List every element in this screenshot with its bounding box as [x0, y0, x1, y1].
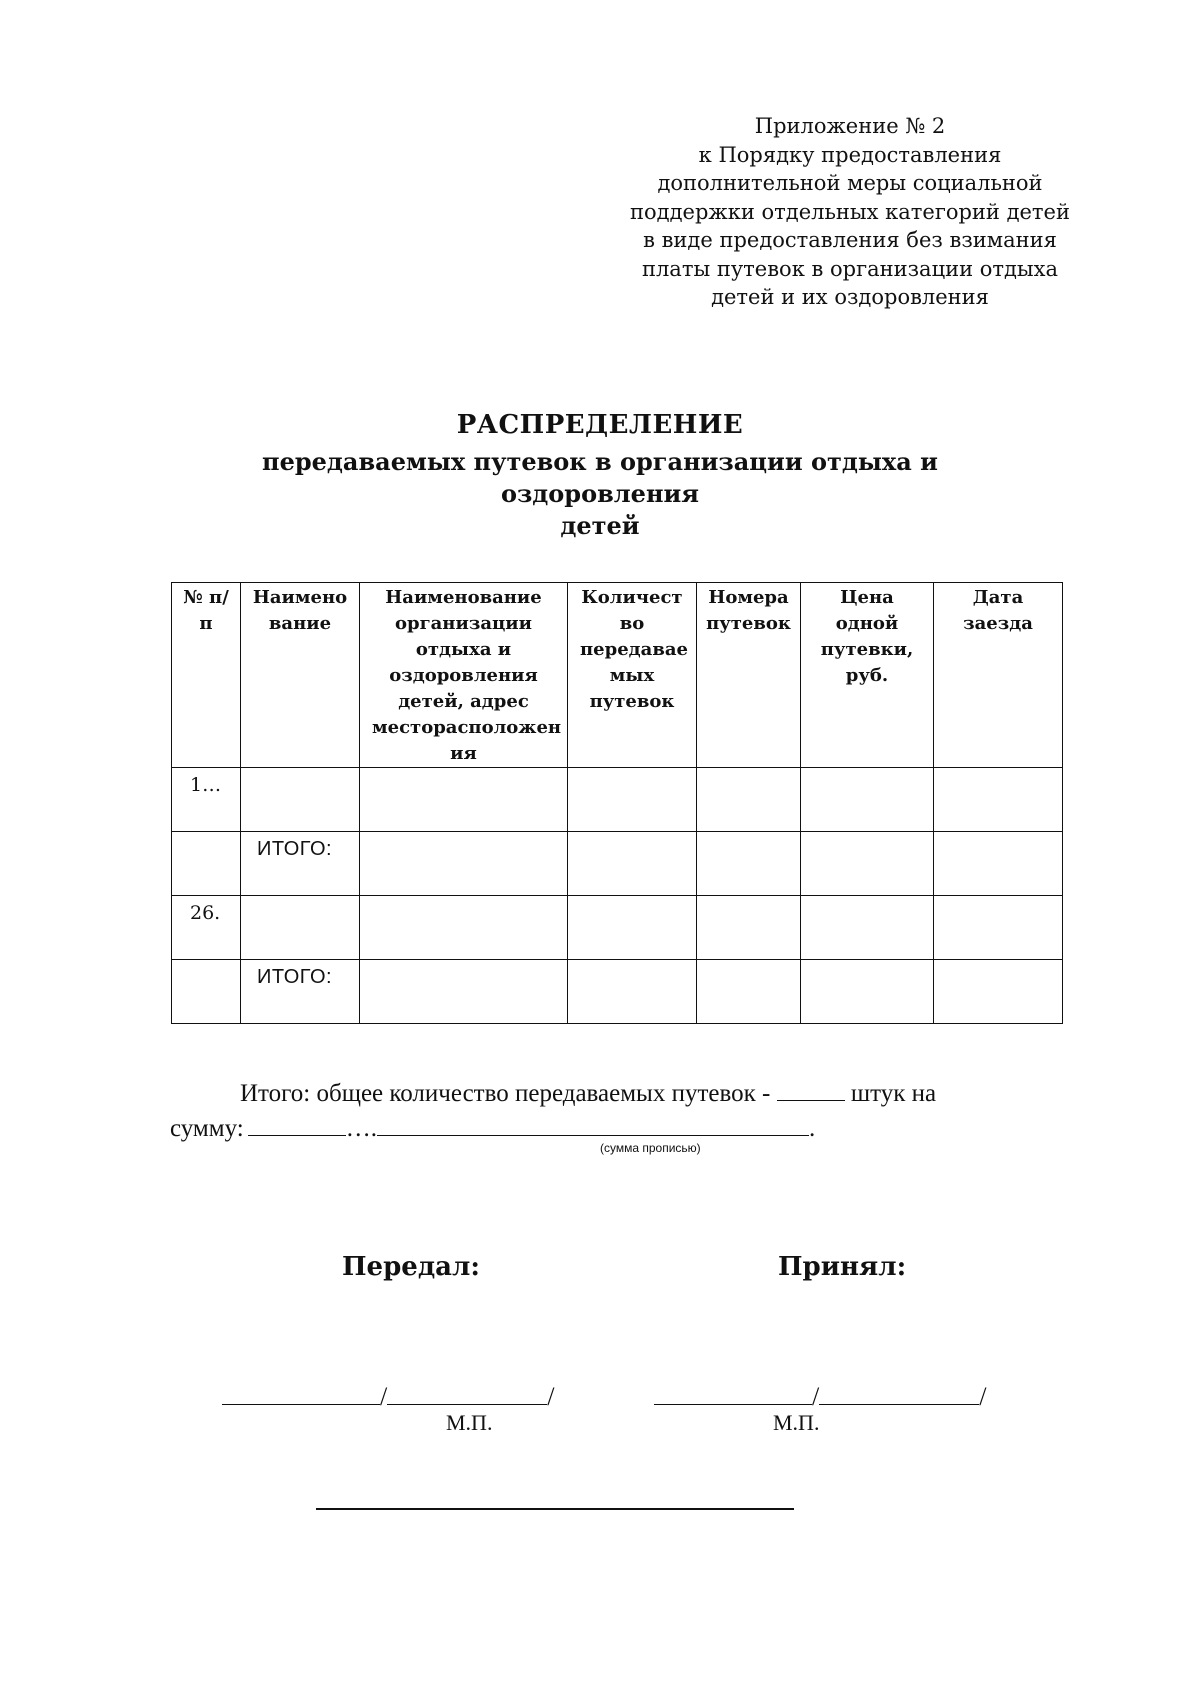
row-name-cell: ИТОГО:	[241, 960, 360, 1024]
table-cell	[801, 896, 934, 960]
slash: /	[812, 1382, 820, 1411]
table-cell	[697, 960, 801, 1024]
header-quantity: Количест во передавае мых путевок	[568, 583, 697, 768]
appendix-line: к Порядку предоставления	[698, 142, 1002, 167]
row-name-cell	[241, 768, 360, 832]
quantity-blank[interactable]	[777, 1076, 845, 1101]
name-blank[interactable]	[819, 1378, 979, 1405]
appendix-line: Приложение № 2	[754, 114, 946, 138]
stamp-place-left: М.П.	[446, 1410, 493, 1435]
bottom-divider	[316, 1508, 794, 1510]
table-cell	[360, 896, 568, 960]
summary-dots: ….	[345, 1115, 377, 1142]
table-cell	[568, 960, 697, 1024]
transferred-signature-line	[222, 1378, 555, 1411]
table-cell	[568, 832, 697, 896]
table-cell	[360, 960, 568, 1024]
row-number-cell: 1…	[172, 768, 241, 832]
document-subtitle	[170, 446, 1030, 542]
row-number-cell	[172, 960, 241, 1024]
appendix-line: детей и их оздоровления	[711, 285, 989, 309]
appendix-line: дополнительной меры социальной	[657, 171, 1043, 195]
summary-text: Итого: общее количество передаваемых путевок -	[240, 1080, 771, 1107]
document-title: РАСПРЕДЕЛЕНИЕ	[456, 410, 744, 440]
subtitle-line-2: детей	[560, 511, 640, 540]
distribution-table	[171, 582, 1063, 1024]
table-row	[172, 832, 1063, 896]
transferred-label: Передал:	[342, 1252, 480, 1282]
table-cell	[568, 896, 697, 960]
stamp-place-right: М.П.	[773, 1410, 820, 1435]
received-label: Принял:	[778, 1252, 907, 1282]
summary-line-1	[170, 1076, 1070, 1111]
table-cell	[801, 960, 934, 1024]
header-arrival-date: Дата заезда	[934, 583, 1063, 768]
table-cell	[934, 960, 1063, 1024]
table-cell	[934, 832, 1063, 896]
table-row	[172, 768, 1063, 832]
sum-caption: (сумма прописью)	[600, 1141, 701, 1155]
subtitle-line-1: передаваемых путевок в организации отдыха и оздоровления	[262, 447, 938, 508]
table-row	[172, 960, 1063, 1024]
row-number-cell: 26.	[172, 896, 241, 960]
row-number-cell	[172, 832, 241, 896]
slash: /	[380, 1382, 388, 1411]
summary-text-units: штук на	[850, 1080, 937, 1107]
summary-end: .	[808, 1115, 816, 1142]
table-cell	[801, 832, 934, 896]
table-cell	[934, 768, 1063, 832]
appendix-line: поддержки отдельных категорий детей	[630, 199, 1070, 224]
header-name: Наимено вание	[241, 583, 360, 768]
received-signature-line	[654, 1378, 987, 1411]
appendix-line: в виде предоставления без взимания	[643, 228, 1057, 252]
slash: /	[979, 1382, 987, 1411]
table-cell	[697, 768, 801, 832]
table-cell	[697, 896, 801, 960]
table-cell	[801, 768, 934, 832]
summary-sum-label: сумму:	[170, 1115, 244, 1142]
table-cell	[360, 832, 568, 896]
table-cell	[697, 832, 801, 896]
header-voucher-numbers: Номера путевок	[697, 583, 801, 768]
header-organization: Наименование организации отдыха и оздоровления детей, адрес месторасположен ия	[360, 583, 568, 768]
header-number: № п/п	[172, 583, 241, 768]
table-cell	[934, 896, 1063, 960]
row-name-cell	[241, 896, 360, 960]
table-cell	[568, 768, 697, 832]
table-cell	[360, 768, 568, 832]
row-name-cell: ИТОГО:	[241, 832, 360, 896]
appendix-line: платы путевок в организации отдыха	[641, 256, 1059, 281]
signature-blank[interactable]	[222, 1378, 380, 1405]
sum-digits-blank[interactable]	[248, 1111, 346, 1136]
name-blank[interactable]	[387, 1378, 547, 1405]
table-row	[172, 896, 1063, 960]
appendix-block	[630, 112, 1070, 312]
summary-block	[170, 1076, 1070, 1146]
sum-words-blank[interactable]	[377, 1111, 809, 1136]
slash: /	[547, 1382, 555, 1411]
signature-blank[interactable]	[654, 1378, 812, 1405]
table-header-row	[172, 583, 1063, 768]
header-price: Цена одной путевки, руб.	[801, 583, 934, 768]
